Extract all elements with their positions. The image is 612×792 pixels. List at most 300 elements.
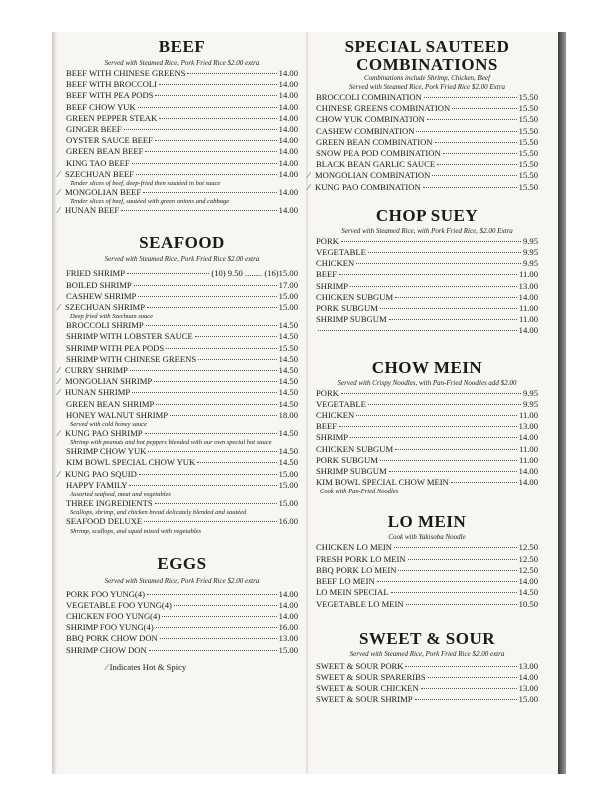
menu-item-price: 13.00: [518, 660, 538, 671]
menu-item-price: 9.95: [522, 258, 538, 269]
menu-item: [316, 587, 538, 598]
section-title: EGGS: [157, 553, 207, 573]
menu-item-name: [66, 480, 127, 491]
dot-leader: [162, 616, 276, 617]
menu-item-row: [66, 589, 298, 600]
dot-leader: [121, 210, 276, 211]
menu-item: [58, 205, 298, 216]
menu-item-name: [316, 554, 406, 565]
menu-item-row: [316, 683, 538, 694]
menu-item-label: VEGETABLE: [316, 398, 366, 409]
menu-item-row: [58, 376, 298, 387]
dot-leader: [341, 393, 521, 394]
right-column: [308, 37, 538, 706]
menu-item-description: Assorted seafood, meat and vegetables: [70, 491, 171, 499]
menu-item-price: 14.50: [518, 587, 538, 598]
menu-item-row: [316, 466, 538, 477]
menu-item: [66, 113, 298, 124]
menu-item-row: [66, 291, 298, 302]
section-note: Served with Steamed Rice, Pork Fried Rice $2.00 extra: [104, 59, 260, 67]
menu-item-name: [316, 421, 337, 432]
menu-item-label: BROCCOLI SHRIMP: [66, 320, 144, 331]
menu-item-row: [316, 247, 538, 258]
dot-leader: [136, 174, 277, 175]
menu-item: [66, 633, 298, 644]
menu-list: [66, 589, 298, 656]
menu-item-name: [58, 376, 153, 387]
menu-item-name: [316, 542, 392, 553]
menu-list: [308, 92, 538, 193]
menu-item-label: SHRIMP CHOW YUK: [66, 446, 147, 457]
menu-item-name: [66, 343, 164, 354]
menu-item: [66, 124, 298, 135]
menu-item-row: [66, 633, 298, 644]
menu-item: [66, 320, 298, 331]
dot-leader: [155, 140, 277, 141]
dot-leader: [451, 482, 517, 483]
menu-item-label: BEEF: [316, 421, 338, 432]
dot-leader: [416, 131, 516, 132]
menu-item-name: [316, 159, 435, 170]
dot-leader: [155, 503, 277, 504]
menu-item-name: [66, 124, 122, 135]
menu-item: [66, 158, 298, 169]
section-note: Served with Steamed Rice, Pork Fried Rice $2.00 extra: [104, 255, 260, 264]
menu-item-price: 14.00: [278, 112, 298, 123]
menu-item-row: [66, 354, 298, 365]
menu-item-label: BEEF: [316, 269, 338, 280]
menu-item-label: SZECHUAN SHRIMP: [65, 302, 145, 313]
menu-item: [308, 181, 538, 193]
menu-item-name: [66, 268, 125, 279]
menu-item-row: [316, 554, 538, 565]
section-beef: [58, 37, 298, 216]
section-note: Served with Crispy Noodles, with Pan-Fried Noodles add $2.00: [337, 378, 517, 387]
menu-item: [316, 236, 538, 247]
menu-item-price: 15.00: [518, 694, 538, 705]
menu-item-name: [66, 68, 185, 79]
menu-item-price: 15.00: [278, 290, 298, 301]
menu-item-label: GINGER BEEF: [66, 124, 122, 135]
menu-item-label: VEGETABLE LO MEIN: [316, 598, 404, 609]
menu-item-name: [66, 135, 153, 146]
menu-item: [316, 103, 538, 114]
menu-item-row: [316, 258, 538, 269]
menu-item-price: 15.50: [518, 136, 538, 147]
menu-item: [66, 399, 298, 410]
menu-item-label: SWEET & SOUR CHICKEN: [316, 683, 419, 694]
dot-leader: [147, 307, 277, 308]
menu-item-price: 14.50: [278, 376, 298, 387]
menu-item-name: [316, 661, 403, 672]
menu-item: [66, 600, 298, 611]
dot-leader: [154, 381, 277, 382]
menu-item-row: [316, 137, 538, 148]
menu-item-label: MONGOLIAN SHRIMP: [65, 376, 153, 387]
dot-leader: [144, 521, 277, 522]
menu-list: [316, 661, 538, 706]
menu-item-name: [66, 399, 154, 410]
menu-item: [66, 480, 298, 498]
menu-item-name: [58, 187, 142, 198]
menu-item-name: [66, 611, 160, 622]
menu-item-price: 15.50: [518, 148, 538, 159]
menu-item-row: [308, 181, 538, 193]
menu-item-row: [316, 303, 538, 314]
menu-item-label: FRESH PORK LO MEIN: [316, 553, 406, 564]
menu-item-label: SNOW PEA POD COMBINATION: [316, 148, 441, 159]
menu-item: [316, 455, 538, 466]
dot-leader: [452, 108, 516, 109]
menu-item-row: [66, 268, 298, 279]
section-title: BEEF: [158, 37, 206, 56]
menu-item-name: [316, 432, 348, 443]
menu-item-row: [66, 480, 298, 491]
menu-item-name: [308, 170, 431, 181]
dot-leader: [356, 415, 517, 416]
menu-item-label: THREE INGREDIENTS: [66, 498, 153, 509]
menu-item-label: VEGETABLE: [316, 247, 366, 258]
menu-item-name: [316, 477, 449, 488]
menu-item-name: [316, 455, 378, 466]
menu-item-price: 14.00: [278, 168, 298, 179]
menu-item-price: 14.00: [278, 101, 298, 112]
section-lo-mein: [316, 513, 538, 609]
menu-item: [66, 331, 298, 342]
menu-item-name: [66, 633, 158, 644]
menu-item-description: Tender slices of beef, sautéed with green onions and cabbage: [70, 198, 230, 206]
menu-item-price: 15.50: [518, 159, 538, 170]
menu-item: [58, 468, 298, 480]
dot-leader: [394, 547, 517, 548]
menu-item-price: 14.50: [278, 446, 298, 457]
dot-leader: [389, 319, 517, 320]
menu-item-label: PORK SUBGUM: [316, 454, 378, 465]
menu-item-row: [58, 468, 298, 480]
menu-item-label: CHINESE GREENS COMBINATION: [316, 103, 451, 114]
menu-item-row: [66, 146, 298, 157]
menu-item: [66, 343, 298, 354]
menu-item-row: [316, 694, 538, 705]
menu-item-label: CASHEW COMBINATION: [316, 125, 415, 136]
menu-item-price: 15.50: [518, 114, 538, 125]
dot-leader: [159, 118, 276, 119]
menu-item-price: 10.50: [518, 598, 538, 609]
menu-item-label: SWEET & SOUR SPARERIBS: [316, 671, 426, 682]
menu-item-row: [316, 565, 538, 576]
dot-leader: [427, 119, 517, 120]
menu-item-name: [316, 466, 387, 477]
menu-item-row: [66, 457, 298, 468]
menu-item-description: Shrimp with peanuts and hot peppers blended with our own special hot sauce: [70, 439, 272, 447]
menu-item-row: [316, 388, 538, 399]
menu-item-name: [66, 516, 142, 527]
pepper-icon: ∕: [106, 661, 108, 672]
menu-item-name: [316, 137, 433, 148]
menu-item: [316, 542, 538, 553]
menu-list: [58, 268, 298, 535]
pepper-icon: ∕: [58, 387, 60, 398]
pepper-icon: ∕: [58, 365, 60, 376]
dot-leader: [145, 433, 277, 434]
menu-item-name: [66, 589, 145, 600]
menu-item-row: [66, 280, 298, 291]
dot-leader: [147, 594, 277, 595]
pepper-icon: ∕: [58, 168, 60, 179]
dot-leader: [368, 252, 521, 253]
menu-item-price: 14.00: [518, 671, 538, 682]
menu-item-row: [316, 148, 538, 159]
menu-item-row: [316, 576, 538, 587]
menu-item-name: [66, 291, 136, 302]
menu-item-row: [66, 68, 298, 79]
menu-item: [66, 516, 298, 534]
dot-leader: [124, 129, 277, 130]
dot-leader: [408, 559, 517, 560]
dot-leader: [356, 263, 521, 264]
menu-item: [66, 446, 298, 457]
menu-item-label: SWEET & SOUR PORK: [316, 660, 404, 671]
menu-item-name: [316, 576, 375, 587]
menu-item-label: BBQ PORK LO MEIN: [316, 564, 397, 575]
section-title: SEAFOOD: [139, 233, 225, 253]
menu-item-label: BROCCOLI COMBINATION: [316, 92, 422, 102]
menu-item: [66, 611, 298, 622]
menu-item-price: 14.00: [278, 68, 298, 78]
menu-item-name: [66, 446, 146, 457]
menu-item-row: [66, 102, 298, 113]
menu-item-price: 11.00: [518, 303, 538, 314]
menu-item-row: [316, 410, 538, 421]
left-column: [58, 37, 298, 672]
menu-item-price: 13.00: [518, 683, 538, 694]
menu-item-price: 15.00: [278, 468, 298, 479]
dot-leader: [127, 273, 209, 274]
menu-item-name: [316, 565, 396, 576]
section-title-line1: SPECIAL SAUTEED: [344, 37, 510, 56]
section-chop-suey: [316, 207, 538, 337]
menu-item-price: 14.00: [518, 576, 538, 587]
section-seafood: [58, 233, 298, 535]
menu-item-row: [66, 446, 298, 457]
menu-item-label: PORK SUBGUM: [316, 303, 378, 314]
menu-item-label: CHICKEN FOO YUNG(4): [66, 610, 161, 621]
menu-item-name: [58, 302, 145, 313]
menu-item-row: [58, 205, 298, 216]
menu-item-price: 14.00: [278, 157, 298, 168]
menu-item-row: [316, 114, 538, 125]
menu-item-label: PORK: [316, 387, 339, 398]
dot-leader: [428, 677, 517, 678]
menu-item-label: OYSTER SAUCE BEEF: [66, 135, 153, 146]
menu-item-label: BEEF WITH CHINESE GREENS: [66, 68, 186, 78]
menu-item-price: 13.00: [518, 280, 538, 291]
dot-leader: [341, 241, 521, 242]
menu-item-label: SHRIMP SUBGUM: [316, 314, 387, 325]
menu-item-price: 11.00: [518, 269, 538, 280]
menu-item: [316, 672, 538, 683]
menu-item-label: SHRIMP WITH LOBSTER SAUCE: [66, 331, 193, 342]
menu-item-name: [316, 292, 393, 303]
section-title: CHOW MEIN: [371, 357, 483, 377]
menu-item: [316, 137, 538, 148]
menu-item-price: 18.00: [278, 409, 298, 420]
menu-item-label: CURRY SHRIMP: [65, 365, 128, 376]
spicy-legend: [66, 662, 298, 672]
menu-item-price: 16.00: [278, 622, 298, 633]
menu-item-row: [316, 159, 538, 170]
menu-item-row: [66, 622, 298, 633]
menu-item-row: [316, 325, 538, 336]
menu-item-name: [58, 428, 143, 439]
menu-item-label: SHRIMP CHOW DON: [66, 644, 147, 655]
dot-leader: [155, 95, 276, 96]
menu-item-price: 14.00: [278, 135, 298, 146]
dot-leader: [435, 142, 517, 143]
menu-item-description: Served with cold honey sauce: [70, 421, 147, 429]
menu-item-row: [66, 611, 298, 622]
menu-item: [66, 457, 298, 468]
menu-item: [66, 498, 298, 516]
menu-item-row: [308, 170, 538, 181]
menu-item: [316, 565, 538, 576]
menu-item-name: [66, 498, 153, 509]
menu-item-name: [316, 269, 337, 280]
menu-item: [58, 365, 298, 376]
menu-item-description: Scallops, shrimp, and chicken bread delicately blended and sautéed: [70, 509, 247, 517]
menu-item: [316, 325, 538, 336]
menu-item: [316, 421, 538, 432]
pepper-icon: ∕: [308, 170, 310, 181]
dot-leader: [339, 274, 517, 275]
menu-item: [316, 303, 538, 314]
menu-item-price: 9.95: [522, 235, 538, 246]
pepper-icon: ∕: [58, 376, 60, 387]
menu-item-price: 14.00: [518, 291, 538, 302]
menu-item: [316, 292, 538, 303]
section-note: Cook with Yakisoba Noodle: [388, 533, 466, 542]
menu-item-label: SHRIMP WITH PEA PODS: [66, 342, 165, 353]
menu-item-price: 14.00: [278, 205, 298, 216]
menu-item-label: KIM BOWL SPECIAL CHOW YUK: [66, 457, 196, 468]
menu-item-row: [58, 428, 298, 439]
menu-item-price: 9.95: [522, 247, 538, 258]
menu-item-row: [316, 661, 538, 672]
pepper-icon: ∕: [58, 468, 60, 479]
menu-item: [58, 168, 298, 188]
section-note: Combinations include Shrimp, Chicken, Beef: [364, 74, 490, 82]
dot-leader: [143, 192, 277, 193]
menu-item-name: [66, 280, 132, 291]
menu-item-price: 14.00: [518, 325, 538, 336]
menu-list: [316, 388, 538, 496]
menu-item: [66, 589, 298, 600]
menu-item-label: CHICKEN SUBGUM: [316, 291, 394, 302]
menu-item: [316, 314, 538, 325]
menu-item-row: [316, 399, 538, 410]
menu-item-label: BEEF WITH PEA PODS: [66, 90, 154, 101]
section-eggs: [66, 555, 298, 672]
dot-leader: [350, 437, 517, 438]
menu-item-name: [66, 158, 130, 169]
menu-item-name: [66, 410, 168, 421]
menu-item: [316, 661, 538, 672]
menu-item-name: [58, 365, 128, 376]
menu-item-row: [316, 292, 538, 303]
menu-item: [66, 79, 298, 90]
menu-item-price: 13.00: [518, 421, 538, 432]
menu-item: [66, 291, 298, 302]
menu-item-name: [316, 599, 404, 610]
dot-leader: [391, 592, 517, 593]
menu-item-label: BEEF LO MEIN: [316, 576, 375, 587]
dot-leader: [134, 285, 277, 286]
dot-leader: [132, 163, 277, 164]
menu-item-price: 14.50: [278, 320, 298, 331]
menu-item-price: 13.00: [278, 633, 298, 644]
menu-item-label: FRIED SHRIMP: [66, 268, 125, 279]
menu-item-name: [316, 148, 441, 159]
dot-leader: [398, 570, 516, 571]
menu-item-row: [316, 103, 538, 114]
menu-item-price: 14.00: [278, 79, 298, 90]
menu-item-row: [316, 126, 538, 137]
menu-item-name: [316, 103, 450, 114]
dot-leader: [149, 650, 277, 651]
menu-item-name: [316, 281, 348, 292]
section-title: LO MEIN: [387, 512, 467, 532]
menu-item-price: 17.00: [278, 279, 298, 290]
menu-item: [316, 126, 538, 137]
menu-item-row: [316, 314, 538, 325]
menu-item-price: 12.50: [518, 564, 538, 575]
menu-item-name: [316, 694, 413, 705]
menu-item-price: 15.50: [518, 125, 538, 136]
menu-item-row: [58, 365, 298, 376]
dot-leader: [424, 97, 517, 98]
menu-item-name: [58, 387, 131, 398]
menu-item-name: [316, 126, 414, 137]
menu-item: [316, 432, 538, 443]
menu-item: [66, 410, 298, 428]
menu-item-row: [66, 331, 298, 342]
menu-item-name: [66, 102, 136, 113]
menu-item-price: 14.00: [518, 466, 538, 477]
menu-item-price: 15.00: [278, 644, 298, 655]
menu-item: [316, 444, 538, 455]
dot-leader: [129, 485, 276, 486]
menu-item-price: 14.50: [278, 331, 298, 342]
menu-item-label: MONGOLIAN BEEF: [65, 187, 142, 198]
menu-list: [58, 68, 298, 216]
menu-item-name: [58, 468, 137, 480]
dot-leader: [368, 404, 521, 405]
menu-item-label: BEEF WITH BROCCOLI: [66, 79, 158, 90]
menu-item-row: [316, 542, 538, 553]
section-title-line2: COMBINATIONS: [356, 55, 498, 74]
menu-item-name: [58, 168, 134, 180]
dot-leader: [395, 449, 517, 450]
dot-leader: [377, 581, 517, 582]
menu-item-row: [316, 236, 538, 247]
menu-item-row: [66, 600, 298, 611]
dot-leader: [421, 688, 517, 689]
menu-item-name: [316, 388, 339, 399]
menu-item-description: Tender slices of beef, deep-fried then sautéed in hot sauce: [70, 180, 221, 188]
dot-leader: [170, 415, 277, 416]
dot-leader: [395, 297, 517, 298]
menu-item-row: [316, 92, 538, 103]
